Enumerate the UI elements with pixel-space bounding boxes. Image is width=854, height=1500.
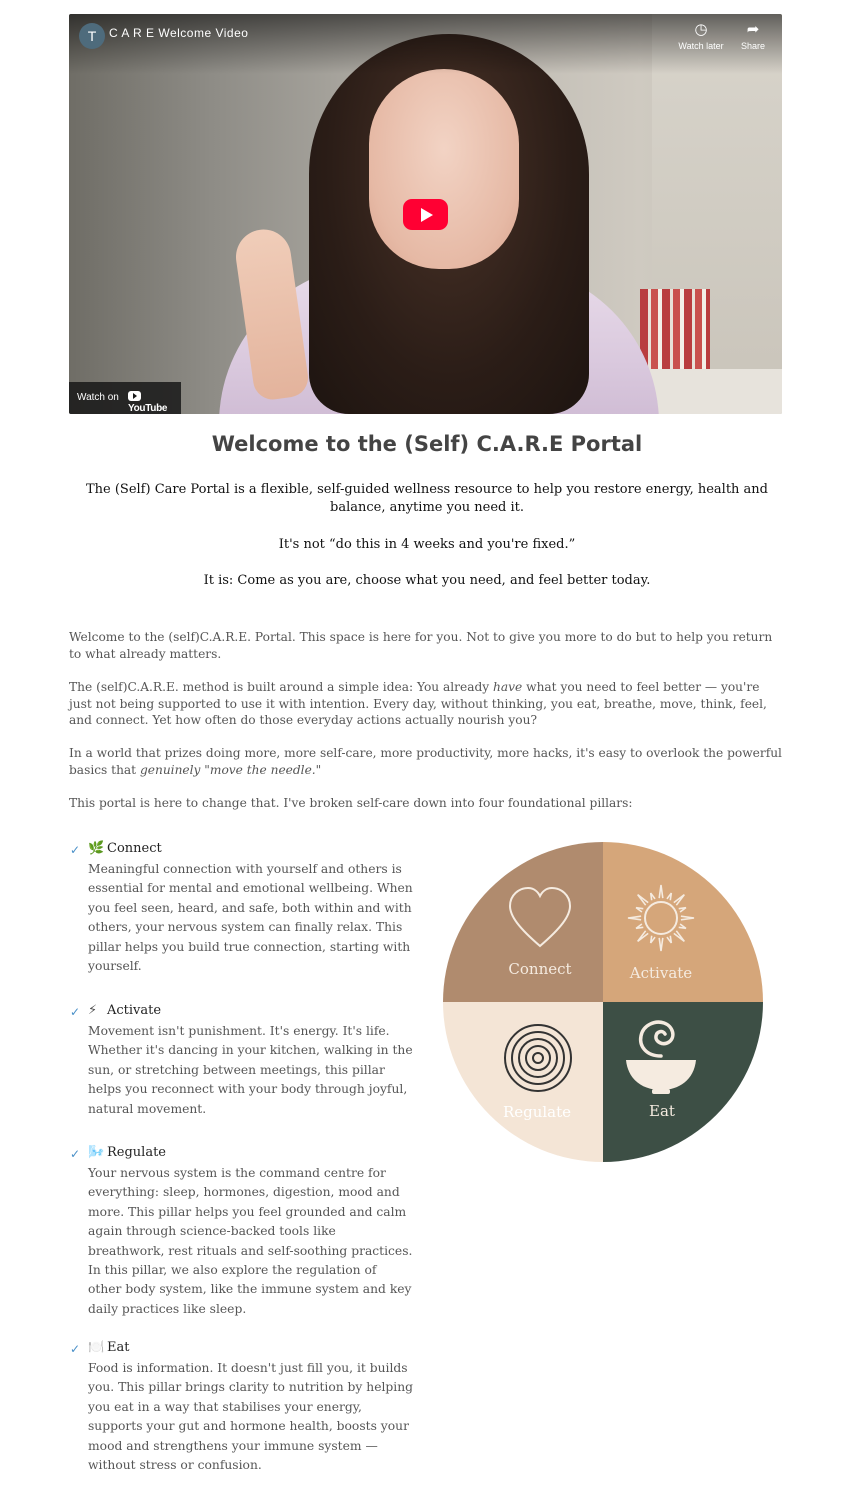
pillar-title: Eat bbox=[107, 1340, 130, 1355]
body-paragraph-3 bbox=[69, 745, 785, 778]
wind-icon: 🌬️ bbox=[88, 1145, 105, 1160]
wheel-label-eat: Eat bbox=[649, 1102, 675, 1120]
p3-emphasis: genuinely "move the needle." bbox=[139, 762, 322, 777]
lightning-icon: ⚡ bbox=[88, 1003, 98, 1018]
p2-part-b: what you need to feel better — you're just not being supported to use it with intention. Every day, without thinking, you eat, breathe, move, think, feel, and connect. Yet how often do those everyday actions actually nourish you? bbox=[69, 680, 767, 727]
p2-emphasis: have bbox=[493, 680, 523, 694]
video-embed[interactable] bbox=[69, 14, 782, 414]
watch-on-youtube-button[interactable] bbox=[69, 382, 181, 414]
pillar-description: Food is information. It doesn't just fill you, it builds you. This pillar brings clarity to nutrition by helping you eat in a way that stabilises your energy, supports your gut and hormone health, boosts your mood and strengthens your immune system — without stress or confusion. bbox=[88, 1361, 414, 1473]
intro-line-2: It's not “do this in 4 weeks and you're fixed.” bbox=[278, 537, 576, 552]
channel-avatar[interactable]: T bbox=[79, 23, 105, 49]
intro-line-1: The (Self) Care Portal is a flexible, self-guided wellness resource to help you restore energy, health and balance, anytime you need it. bbox=[85, 482, 768, 515]
video-top-bar bbox=[69, 14, 782, 74]
watch-later-label: Watch later bbox=[678, 41, 724, 51]
video-frame-person-face bbox=[369, 69, 519, 269]
check-icon: ✓ bbox=[70, 1147, 81, 1161]
p2-part-a: The (self)C.A.R.E. method is built around a simple idea: You already bbox=[69, 680, 494, 694]
youtube-logo bbox=[128, 391, 181, 414]
wheel-label-connect: Connect bbox=[508, 960, 572, 978]
video-title[interactable]: C A R E Welcome Video bbox=[109, 26, 249, 40]
wheel-label-regulate: Regulate bbox=[502, 1103, 572, 1121]
check-icon: ✓ bbox=[70, 1342, 81, 1356]
p3-part-a: In a world that prizes doing more, more self-care, more productivity, more hacks, it's easy to overlook the powerful basics that bbox=[69, 746, 782, 777]
check-icon: ✓ bbox=[70, 1005, 81, 1019]
check-icon: ✓ bbox=[70, 843, 81, 857]
pillar-title: Connect bbox=[107, 841, 162, 856]
play-button[interactable] bbox=[403, 199, 448, 230]
watch-on-label: Watch on bbox=[77, 392, 119, 403]
watch-later-button[interactable] bbox=[671, 21, 731, 51]
pillar-description: Movement isn't punishment. It's energy. It's life. Whether it's dancing in your kitchen, walking in the sun, or stretching between meetings, this pillar helps you reconnect with your body through joyful, natural movement. bbox=[88, 1024, 413, 1116]
herb-icon: 🌿 bbox=[88, 841, 105, 856]
youtube-play-icon bbox=[128, 391, 141, 401]
body-paragraph-4: This portal is here to change that. I've broken self-care down into four foundational pillars: bbox=[69, 796, 633, 810]
quadrant-regulate bbox=[443, 1002, 603, 1162]
share-arrow-icon: ➦ bbox=[746, 21, 760, 38]
share-label: Share bbox=[740, 41, 766, 51]
pillar-description: Your nervous system is the command centre for everything: sleep, hormones, digestion, mood and more. This pillar helps you feel grounded and calm again through science-backed tools like breathwork, rest rituals and self-soothing practices. In this pillar, we also explore the regulation of other body system, like the immune system and key daily practices like sleep. bbox=[88, 1166, 413, 1316]
youtube-wordmark: YouTube bbox=[128, 403, 168, 414]
video-frame-books bbox=[640, 289, 710, 374]
pillar-title: Regulate bbox=[107, 1145, 167, 1160]
care-wheel bbox=[443, 842, 763, 1162]
pillar-description: Meaningful connection with yourself and others is essential for mental and emotional wellbeing. When you feel seen, heard, and safe, both within and with others, your nervous system can finally relax. This pillar helps you build true connection, starting with yourself. bbox=[88, 862, 413, 974]
clock-icon: ◷ bbox=[694, 21, 708, 38]
body-paragraph-2 bbox=[69, 679, 785, 729]
page-title: Welcome to the (Self) C.A.R.E Portal bbox=[211, 432, 643, 456]
wheel-label-activate: Activate bbox=[629, 964, 693, 982]
pillar-title: Activate bbox=[107, 1003, 162, 1018]
quadrant-connect bbox=[443, 842, 603, 1002]
intro-line-3: It is: Come as you are, choose what you need, and feel better today. bbox=[203, 573, 651, 588]
plate-icon: 🍽️ bbox=[88, 1340, 105, 1355]
share-button[interactable] bbox=[723, 21, 782, 51]
body-paragraph-1: Welcome to the (self)C.A.R.E. Portal. This space is here for you. Not to give you more to do but to help you return to what already matters. bbox=[69, 630, 773, 661]
